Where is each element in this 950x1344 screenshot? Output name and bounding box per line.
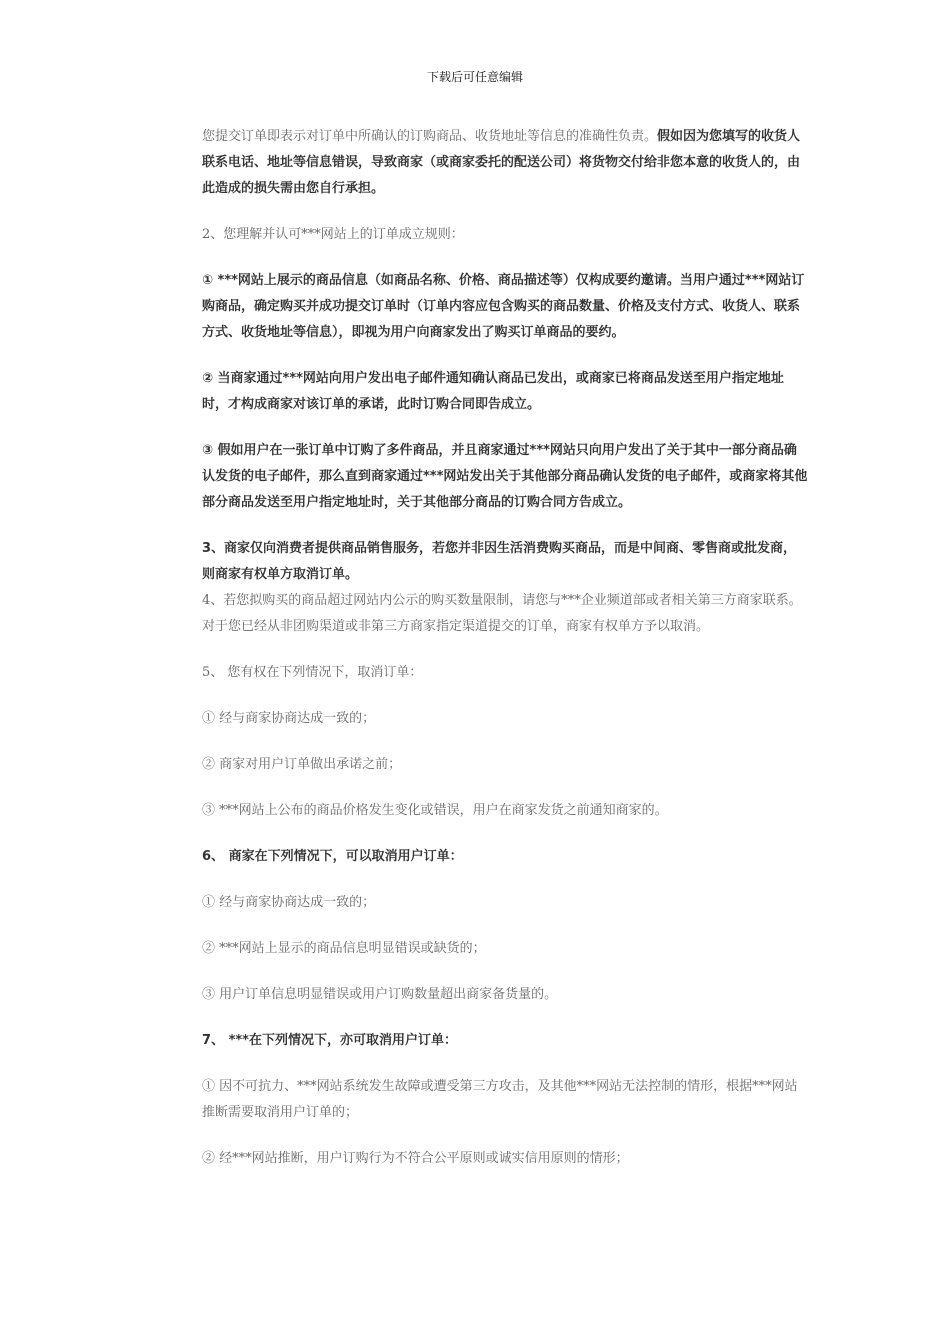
page-header: 下载后可任意编辑 (426, 70, 523, 84)
clause-5-item-1: ① 经与商家协商达成一致的； (202, 711, 376, 726)
clause-5-heading: 5、 您有权在下列情况下，取消订单： (202, 665, 423, 680)
paragraph-bold-text: 假如因为您填写的收货人联系电话、地址等信息错误，导致商家（或商家委托的配送公司）将货物交付给非您本意的收货人的，由此造成的损失需由您自行承担。 (202, 129, 801, 196)
clause-6-heading: 6、 商家在下列情况下，可以取消用户订单： (202, 849, 463, 864)
clause-4: 4、若您拟购买的商品超过网站内公示的购买数量限制，请您与***企业频道部或者相关第三方商家联系。对于您已经从非团购渠道或非第三方商家指定渠道提交的订单，商家有权单方予以取消。 (202, 593, 802, 634)
clause-3: 3、商家仅向消费者提供商品销售服务，若您并非因生活消费购买商品，而是中间商、零售商或批发商，则商家有权单方取消订单。 (202, 541, 797, 582)
clause-6-item-2: ② ***网站上显示的商品信息明显错误或缺货的； (202, 941, 486, 956)
clause-2-item-3: ③ 假如用户在一张订单中订购了多件商品，并且商家通过***网站只向用户发出了关于其中一部分商品确认发货的电子邮件，那么直到商家通过***网站发出关于其他部分商品确认发货的电子邮件，或商家将其他部分商品发送至用户指定地址时，关于其他部分商品的订购合同方告成立。 (202, 443, 808, 510)
document-body (202, 124, 808, 1172)
clause-6-item-1: ① 经与商家协商达成一致的； (202, 895, 376, 910)
paragraph-order-responsibility (202, 124, 808, 202)
paragraph-text: 您提交订单即表示对订单中所确认的订购商品、收货地址等信息的准确性负责。 (202, 129, 658, 144)
clause-7-item-1: ① 因不可抗力、***网站系统发生故障或遭受第三方攻击，及其他***网站无法控制的情形，根据***网站推断需要取消用户订单的； (202, 1079, 798, 1120)
clause-2-heading: 2、您理解并认可***网站上的订单成立规则： (202, 227, 464, 242)
clause-2-item-2: ② 当商家通过***网站向用户发出电子邮件通知确认商品已发出，或商家已将商品发送至用户指定地址时，才构成商家对该订单的承诺，此时订购合同即告成立。 (202, 371, 784, 412)
clause-7-heading: 7、 ***在下列情况下，亦可取消用户订单： (202, 1033, 457, 1048)
clause-6-item-3: ③ 用户订单信息明显错误或用户订购数量超出商家备货量的。 (202, 987, 558, 1002)
clause-5-item-2: ② 商家对用户订单做出承诺之前； (202, 757, 402, 772)
clause-5-item-3: ③ ***网站上公布的商品价格发生变化或错误，用户在商家发货之前通知商家的。 (202, 803, 668, 818)
clause-7-item-2: ② 经***网站推断，用户订购行为不符合公平原则或诚实信用原则的情形； (202, 1151, 629, 1166)
clause-2-item-1: ① ***网站上展示的商品信息（如商品名称、价格、商品描述等）仅构成要约邀请。当用户通过***网站订购商品，确定购买并成功提交订单时（订单内容应包含购买的商品数量、价格及支付方式、收货人、联系方式、收货地址等信息），即视为用户向商家发出了购买订单商品的要约。 (202, 273, 805, 340)
